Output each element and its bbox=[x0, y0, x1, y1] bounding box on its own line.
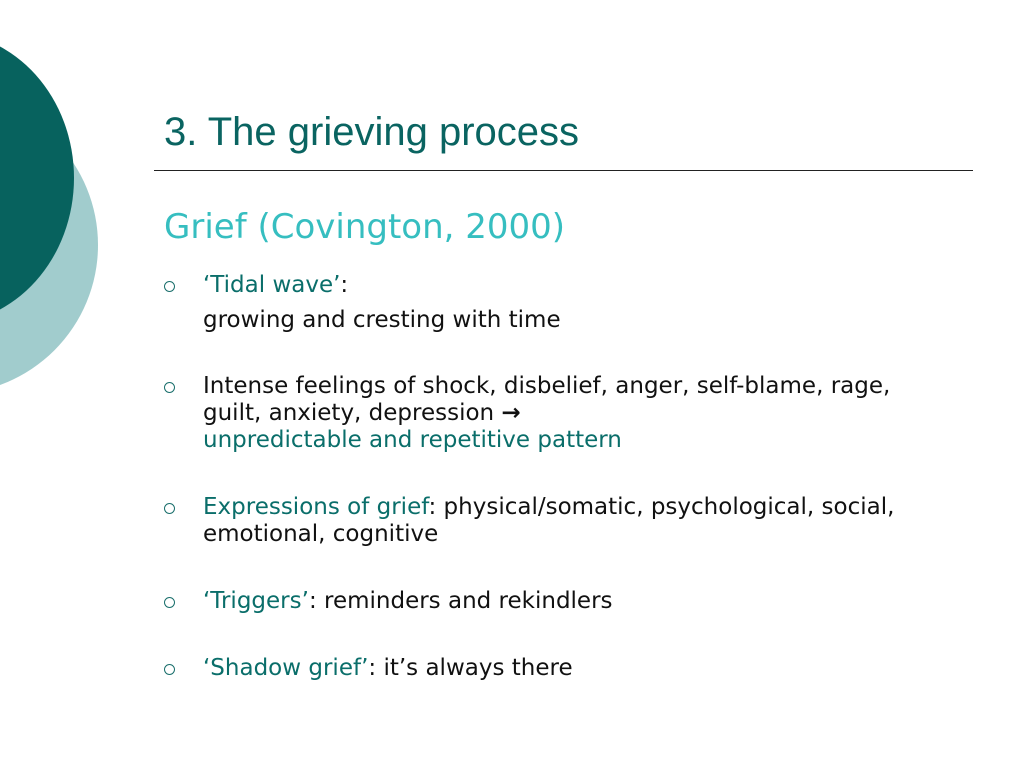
right-arrow-icon: → bbox=[501, 400, 521, 426]
bullet-accent-text: unpredictable and repetitive pattern bbox=[203, 427, 622, 453]
bullet-tidal-wave bbox=[164, 272, 904, 334]
bullet-intense-feelings bbox=[164, 373, 904, 454]
hollow-bullet-icon bbox=[164, 382, 175, 393]
bullet-shadow-grief bbox=[164, 655, 904, 682]
bullet-text: : reminders and rekindlers bbox=[308, 588, 613, 614]
hollow-bullet-icon bbox=[164, 503, 175, 514]
bullet-accent-text: ‘Triggers’ bbox=[203, 588, 309, 614]
bullet-accent-text: ‘Tidal wave’ bbox=[203, 272, 341, 298]
slide-title: 3. The grieving process bbox=[164, 110, 580, 154]
bullet-text: : it’s always there bbox=[368, 655, 573, 681]
bullet-accent-text: Expressions of grief bbox=[203, 494, 429, 520]
bullet-expressions-of-grief bbox=[164, 494, 904, 548]
slide-subtitle: Grief (Covington, 2000) bbox=[164, 207, 566, 247]
bullet-subline: growing and cresting with time bbox=[203, 307, 561, 333]
bullet-triggers bbox=[164, 588, 904, 615]
hollow-bullet-icon bbox=[164, 664, 175, 675]
hollow-bullet-icon bbox=[164, 597, 175, 608]
bullet-text: : bbox=[340, 272, 349, 298]
hollow-bullet-icon bbox=[164, 281, 175, 292]
bullet-accent-text: ‘Shadow grief’ bbox=[203, 655, 369, 681]
bullet-list bbox=[164, 272, 904, 722]
bullet-text: : physical/somatic, psychological, social, emotional, cognitive bbox=[203, 494, 895, 547]
title-divider bbox=[154, 170, 973, 171]
bullet-text: Intense feelings of shock, disbelief, anger, self-blame, rage, guilt, anxiety, depression bbox=[203, 373, 891, 426]
